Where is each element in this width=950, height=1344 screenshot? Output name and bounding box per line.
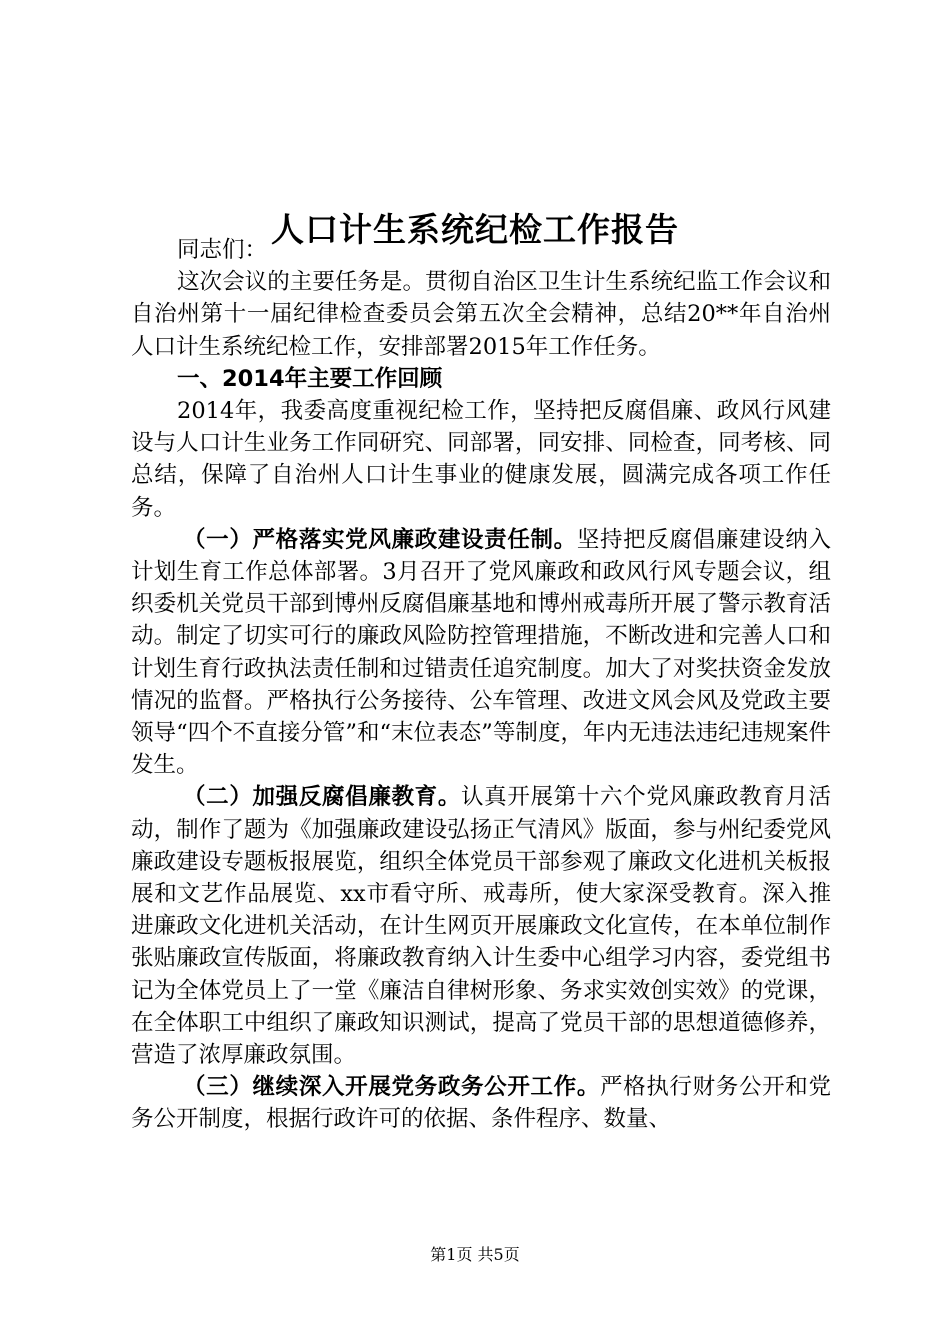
item-3-lead: （三）继续深入开展党务政务公开工作。 xyxy=(183,1074,600,1101)
item-2-paragraph xyxy=(131,781,831,1071)
salutation: 同志们： xyxy=(177,237,268,263)
document-body xyxy=(131,234,831,1136)
item-2-lead: （二）加强反腐倡廉教育。 xyxy=(183,784,461,811)
item-1-lead: （一）严格落实党风廉政建设责任制。 xyxy=(183,526,577,553)
section-heading: 一、2014年主要工作回顾 xyxy=(177,365,443,392)
document-title: 人口计生系统纪检工作报告 xyxy=(271,210,679,250)
item-3-text: 严格执行财务公开和党务公开制度，根据行政许可的依据、条件程序、数量、 xyxy=(131,1074,831,1133)
item-1-text: 坚持把反腐倡廉建设纳入计划生育工作总体部署。3月召开了党风廉政和政风行风专题会议，组织委机关党员干部到博州反腐倡廉基地和博州戒毒所开展了警示教育活动。制定了切实可行的廉政风险防控管理措施，不断改进和完善人口和计划生育行政执法责任制和过错责任追究制度。加大了对奖扶资金发放情况的监督。严格执行公务接待、公车管理、改进文风会风及党政主要领导“四个不直接分管”和“末位表态”等制度，年内无违法违纪违规案件发生。 xyxy=(131,526,831,779)
section-intro-paragraph: 2014年，我委高度重视纪检工作，坚持把反腐倡廉、政风行风建设与人口计生业务工作同研究、同部署，同安排、同检查，同考核、同总结，保障了自治州人口计生事业的健康发展，圆满完成各项工作任务。 xyxy=(131,398,831,521)
item-1-paragraph xyxy=(131,524,831,782)
page-number-footer: 第1页 共5页 xyxy=(430,1245,520,1264)
item-3-paragraph xyxy=(131,1071,831,1135)
item-2-text: 认真开展第十六个党风廉政教育月活动，制作了题为《加强廉政建设弘扬正气清风》版面，参与州纪委党风廉政建设专题板报展览，组织全体党员干部参观了廉政文化进机关板报展和文艺作品展览、xx市看守所、戒毒所，使大家深受教育。深入推进廉政文化进机关活动，在计生网页开展廉政文化宣传，在本单位制作张贴廉政宣传版面，将廉政教育纳入计生委中心组学习内容，委党组书记为全体党员上了一堂《廉洁自律树形象、务求实效创实效》的党课，在全体职工中组织了廉政知识测试，提高了党员干部的思想道德修养，营造了浓厚廉政氛围。 xyxy=(131,784,831,1069)
intro-paragraph: 这次会议的主要任务是。贯彻自治区卫生计生系统纪监工作会议和自治州第十一届纪律检查委员会第五次全会精神，总结20**年自治州人口计生系统纪检工作，安排部署2015年工作任务。 xyxy=(131,269,831,360)
